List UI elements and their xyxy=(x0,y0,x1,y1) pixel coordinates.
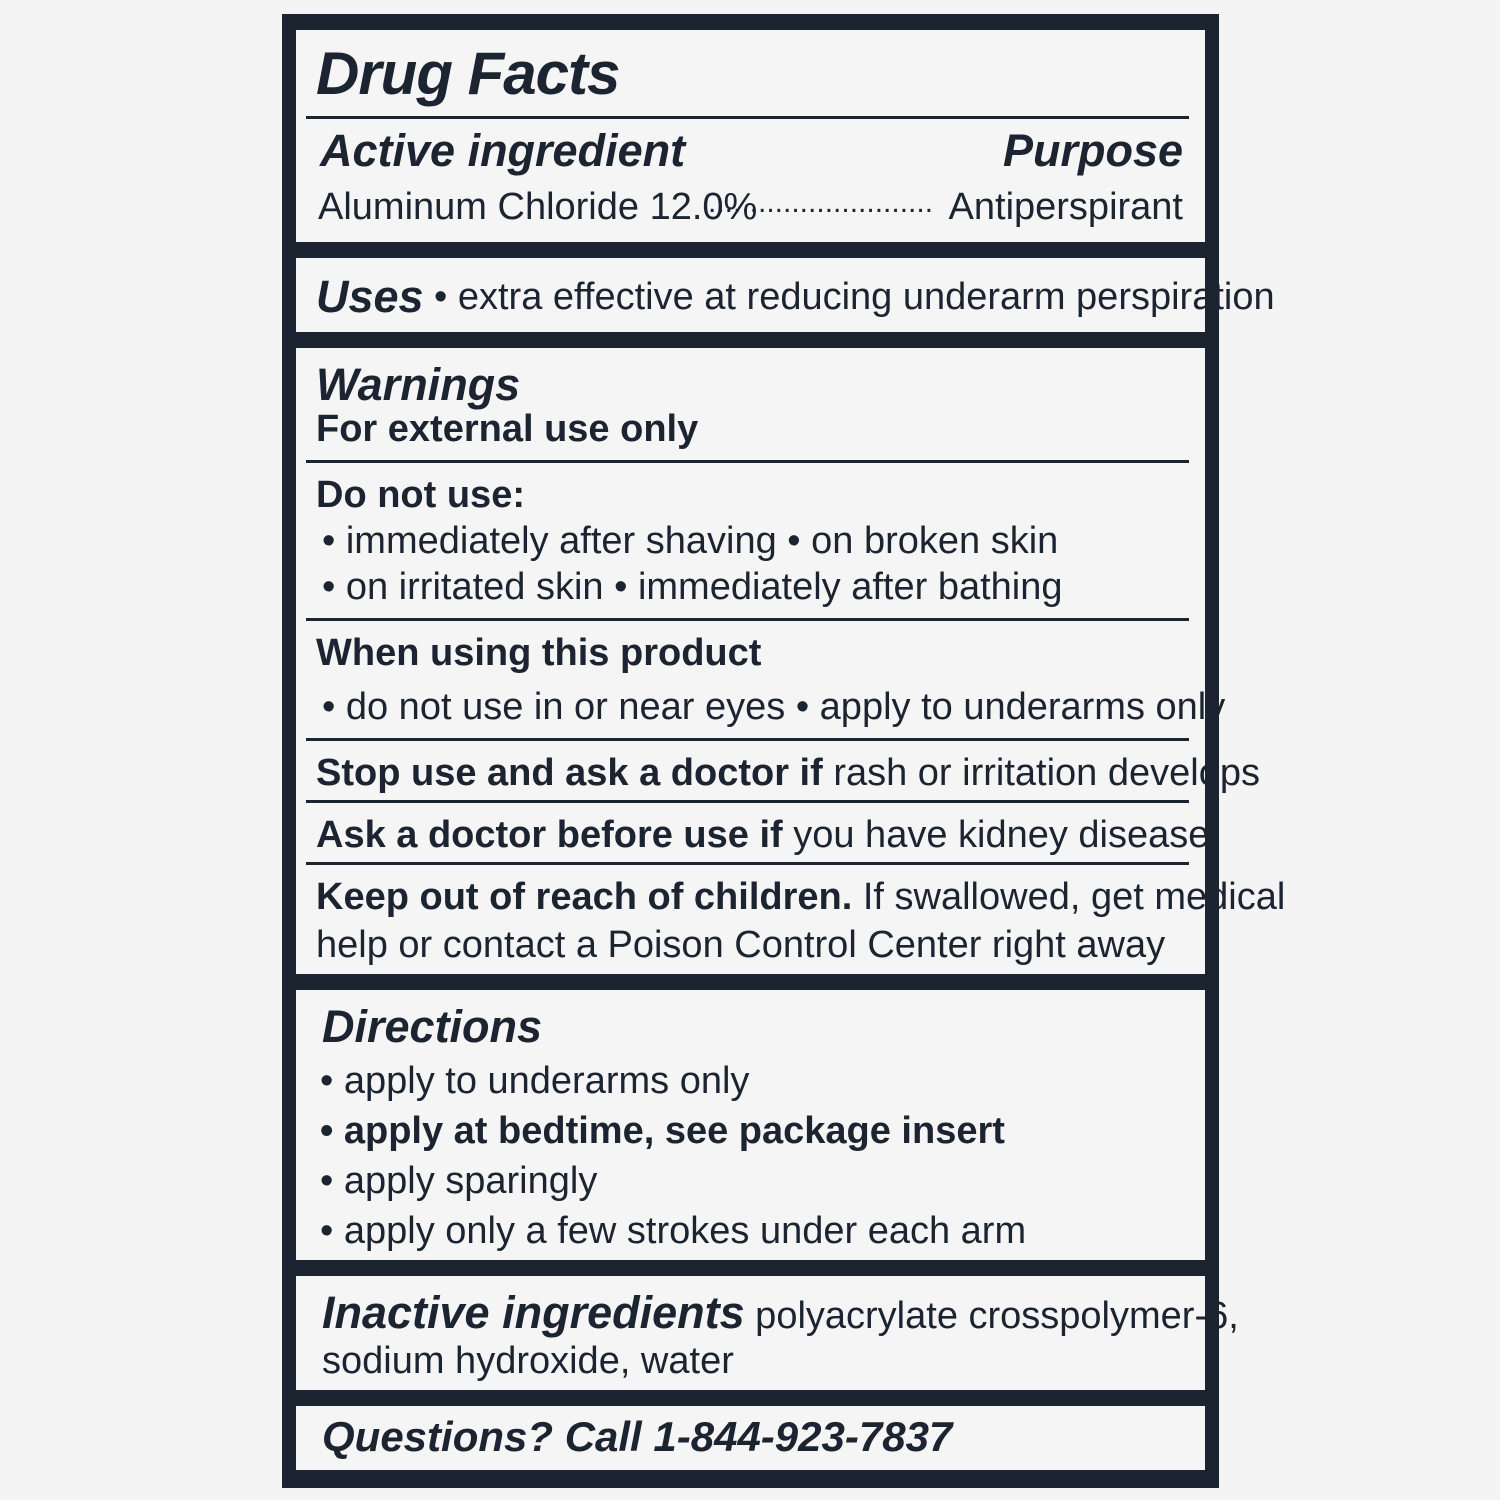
do-not-use-line-1: • immediately after shaving • on broken skin xyxy=(322,520,1059,562)
ask-doctor-text xyxy=(316,816,1209,854)
keep-out-line-1 xyxy=(316,878,1285,916)
warnings-heading: Warnings xyxy=(316,359,521,410)
direction-item-4: • apply only a few strokes under each arm xyxy=(320,1210,1027,1252)
when-using-heading: When using this product xyxy=(316,632,762,674)
divider xyxy=(306,618,1189,621)
stop-use-bold: Stop use and ask a doctor if xyxy=(316,752,823,794)
when-using-line-1: • do not use in or near eyes • apply to underarms only xyxy=(322,686,1226,728)
questions-text: Questions? Call 1-844-923-7837 xyxy=(322,1413,953,1460)
do-not-use-heading: Do not use: xyxy=(316,474,525,516)
uses-heading: Uses xyxy=(316,271,424,322)
purpose-value: Antiperspirant xyxy=(948,186,1183,228)
active-ingredient-heading: Active ingredient xyxy=(320,125,686,176)
divider xyxy=(306,738,1189,741)
dot-leader: ........................... xyxy=(708,186,934,219)
keep-out-bold: Keep out of reach of children. xyxy=(316,876,853,918)
drug-facts-title: Drug Facts xyxy=(316,40,620,107)
active-ingredient-name: Aluminum Chloride 12.0% xyxy=(318,186,758,228)
ask-doctor-bold: Ask a doctor before use if xyxy=(316,814,783,856)
direction-item-3: • apply sparingly xyxy=(320,1160,598,1202)
ask-doctor-detail: you have kidney disease xyxy=(782,814,1210,856)
questions-panel xyxy=(296,1406,1205,1470)
keep-out-line-2: help or contact a Poison Control Center right away xyxy=(316,924,1166,966)
uses-text: • extra effective at reducing underarm perspiration xyxy=(434,276,1275,318)
external-use-text: For external use only xyxy=(316,408,699,450)
inactive-line-1 xyxy=(322,1287,1239,1338)
inactive-heading: Inactive ingredients xyxy=(322,1287,745,1338)
warnings-panel xyxy=(296,348,1286,974)
directions-heading: Directions xyxy=(322,1001,543,1052)
divider xyxy=(306,116,1189,119)
divider xyxy=(306,460,1189,463)
keep-out-detail-1: If swallowed, get medical xyxy=(852,876,1286,918)
drug-facts-label xyxy=(282,14,1286,1488)
uses-panel xyxy=(296,258,1275,332)
directions-panel xyxy=(296,990,1205,1260)
do-not-use-line-2: • on irritated skin • immediately after bathing xyxy=(322,566,1063,608)
direction-item-2: • apply at bedtime, see package insert xyxy=(320,1110,1005,1152)
inactive-ingredients-panel xyxy=(296,1276,1239,1390)
active-ingredient-panel xyxy=(296,30,1205,242)
divider xyxy=(306,862,1189,865)
inactive-text-1: polyacrylate crosspolymer-6, xyxy=(744,1295,1239,1337)
divider xyxy=(306,800,1189,803)
purpose-heading: Purpose xyxy=(1002,125,1183,176)
inactive-line-2: sodium hydroxide, water xyxy=(322,1340,734,1382)
direction-item-1: • apply to underarms only xyxy=(320,1060,750,1102)
stop-use-text xyxy=(316,754,1260,792)
stop-use-detail: rash or irritation develops xyxy=(822,752,1260,794)
